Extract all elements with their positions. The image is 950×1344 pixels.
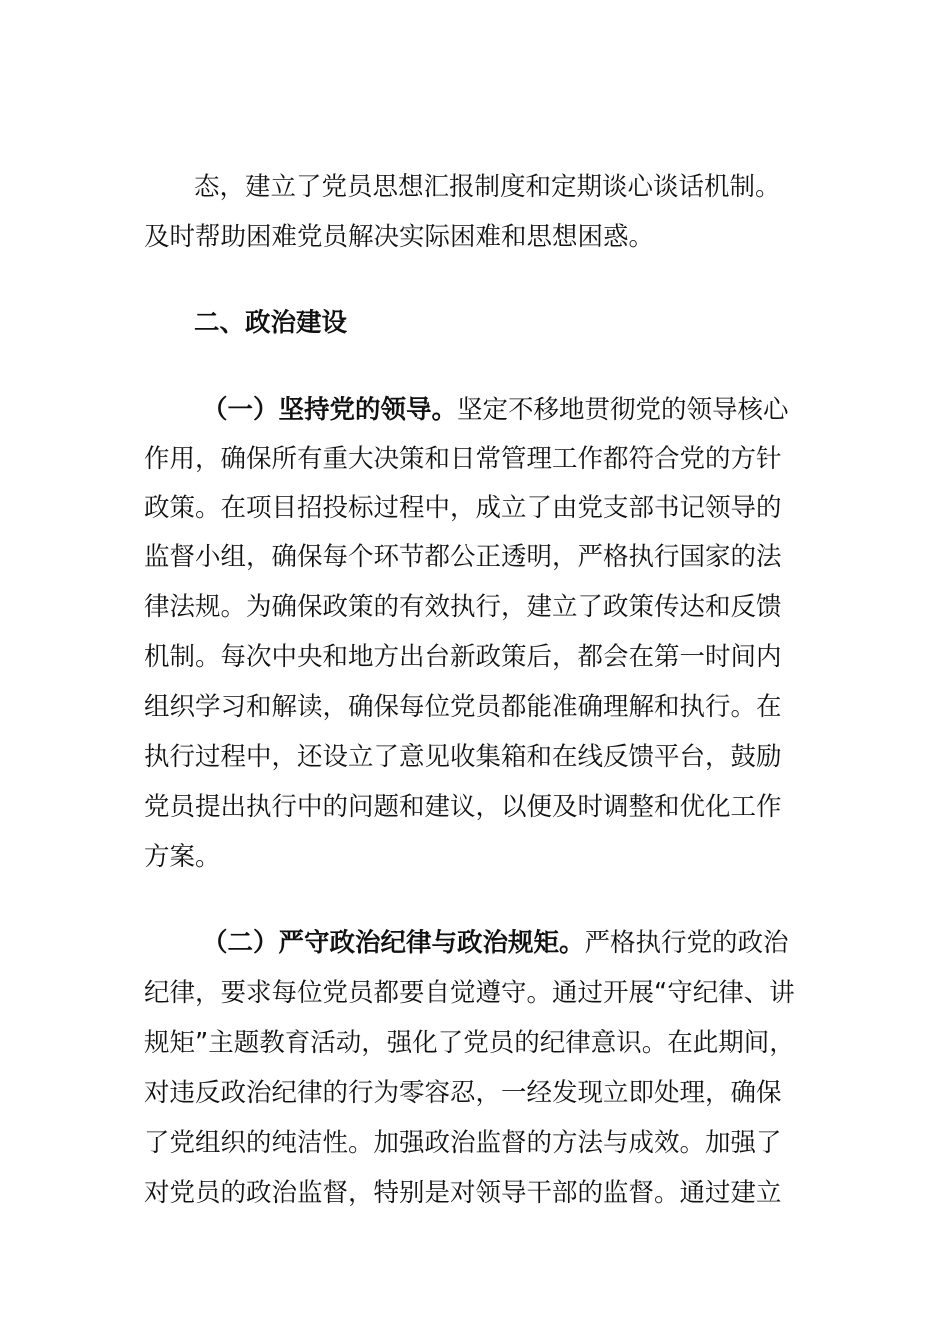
subsection-title: （一）坚持党的领导。 — [202, 395, 458, 425]
paragraph-line: 方案。 — [144, 842, 221, 872]
paragraph-line: 了党组织的纯洁性。加强政治监督的方法与成效。加强了 — [144, 1128, 782, 1158]
paragraph-line: 及时帮助困难党员解决实际困难和思想困惑。 — [144, 222, 655, 252]
subsection-title: （二）严守政治纪律与政治规矩。 — [202, 928, 585, 958]
paragraph-line: 对党员的政治监督，特别是对领导干部的监督。通过建立 — [144, 1178, 782, 1208]
paragraph-line: 规矩”主题教育活动，强化了党员的纪律意识。在此期间， — [144, 1028, 795, 1058]
subsection-first-line — [202, 926, 810, 960]
paragraph-line: 组织学习和解读，确保每位党员都能准确理解和执行。在 — [144, 692, 782, 722]
paragraph-text: 坚定不移地贯彻党的领导核心 — [457, 395, 789, 425]
paragraph-line: 纪律，要求每位党员都要自觉遵守。通过开展“守纪律、讲 — [144, 978, 795, 1008]
paragraph-line: 机制。每次中央和地方出台新政策后，都会在第一时间内 — [144, 642, 782, 672]
paragraph-line: 政策。在项目招投标过程中，成立了由党支部书记领导的 — [144, 493, 782, 523]
paragraph-line: 监督小组，确保每个环节都公正透明，严格执行国家的法 — [144, 542, 782, 572]
paragraph-line: 态，建立了党员思想汇报制度和定期谈心谈话机制。 — [194, 172, 781, 202]
paragraph-line: 律法规。为确保政策的有效执行，建立了政策传达和反馈 — [144, 592, 782, 622]
paragraph-line: 对违反政治纪律的行为零容忍，一经发现立即处理，确保 — [144, 1078, 782, 1108]
paragraph-text: 严格执行党的政治 — [584, 928, 789, 958]
paragraph-line: 执行过程中，还设立了意见收集箱和在线反馈平台，鼓励 — [144, 742, 782, 772]
subsection-first-line — [202, 393, 810, 427]
paragraph-line: 党员提出执行中的问题和建议，以便及时调整和优化工作 — [144, 792, 782, 822]
section-heading: 二、政治建设 — [194, 308, 348, 338]
paragraph-line: 作用，确保所有重大决策和日常管理工作都符合党的方针 — [144, 444, 782, 474]
